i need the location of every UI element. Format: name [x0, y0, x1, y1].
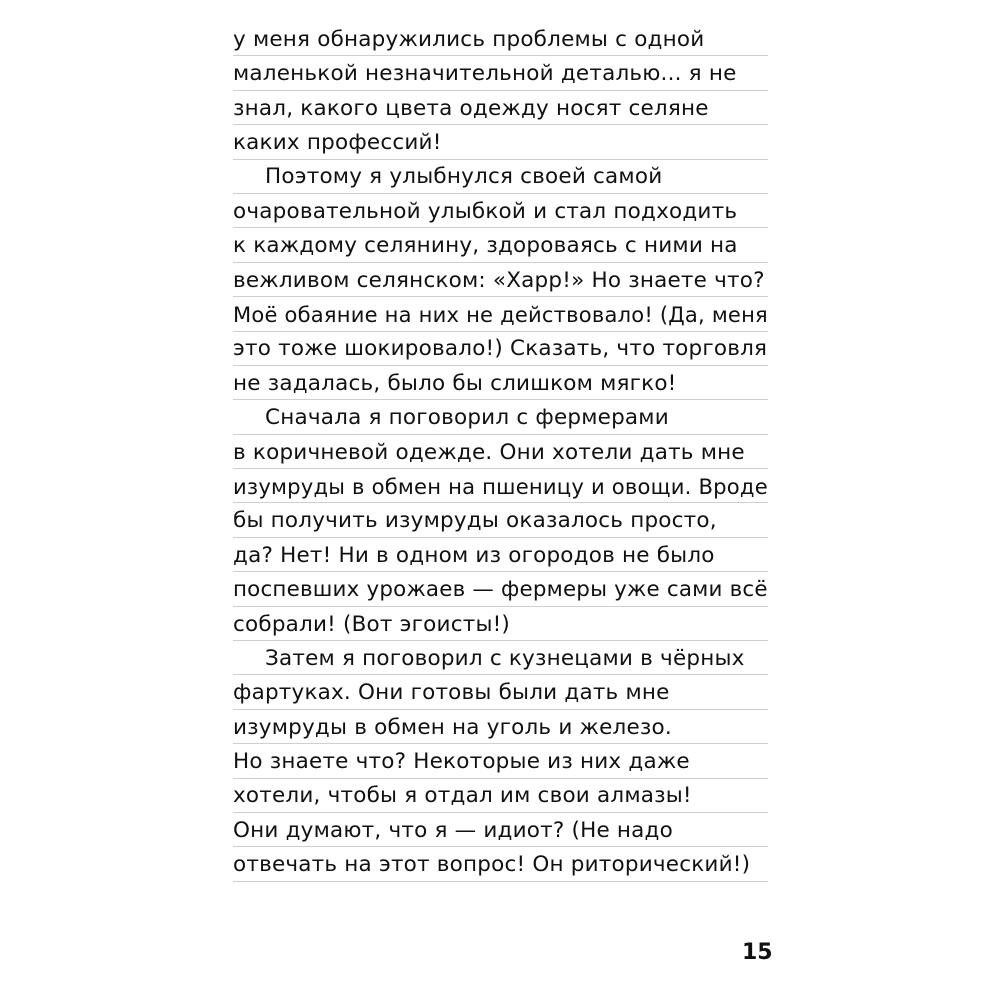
text-line-content: собрали! (Вот эгоисты!): [233, 611, 511, 637]
text-line-content: Поэтому я улыбнулся своей самой: [265, 164, 663, 190]
text-line: [233, 400, 768, 434]
text-line-content: не задалась, было бы слишком мягко!: [233, 370, 677, 396]
text-line: [233, 847, 768, 881]
text-line-content: у меня обнаружились проблемы с одной: [233, 26, 705, 52]
text-line-content: в коричневой одежде. Они хотели дать мне: [233, 439, 745, 465]
text-line-content: бы получить изумруды оказалось просто,: [233, 508, 717, 534]
text-line: [233, 503, 768, 537]
page-number: 15: [742, 940, 773, 965]
text-line-content: хотели, чтобы я отдал им свои алмазы!: [233, 783, 692, 809]
text-line: [233, 607, 768, 641]
text-line-content: Сначала я поговорил с фермерами: [265, 405, 669, 431]
text-line: [233, 469, 768, 503]
text-line: [233, 572, 768, 606]
text-line-content: это тоже шокировало!) Сказать, что торговля: [233, 336, 768, 362]
text-line: [233, 366, 768, 400]
text-line-content: изумруды в обмен на пшеницу и овощи. Вроде: [233, 474, 768, 500]
text-line: [233, 297, 768, 331]
text-line: [233, 744, 768, 778]
text-line: [233, 332, 768, 366]
text-line-content: отвечать на этот вопрос! Он риторический!): [233, 852, 751, 878]
text-line: [233, 813, 768, 847]
text-line-content: каких профессий!: [233, 130, 442, 156]
text-line: [233, 160, 768, 194]
text-line-content: очаровательной улыбкой и стал подходить: [233, 198, 738, 224]
text-line-content: знал, какого цвета одежду носят селяне: [233, 95, 709, 121]
text-line: [233, 641, 768, 675]
text-line-content: Но знаете что? Некоторые из них даже: [233, 749, 690, 775]
text-line: [233, 125, 768, 159]
text-line-content: к каждому селянину, здороваясь с ними на: [233, 233, 738, 259]
text-line-content: вежливом селянском: «Харр!» Но знаете что?: [233, 267, 765, 293]
text-line: [233, 435, 768, 469]
text-line-content: поспевших урожаев — фермеры уже сами всё: [233, 577, 768, 603]
text-line-content: Моё обаяние на них не действовало! (Да, меня: [233, 302, 768, 328]
text-line: [233, 263, 768, 297]
text-line: [233, 710, 768, 744]
text-line: [233, 56, 768, 90]
text-line-content: изумруды в обмен на уголь и железо.: [233, 714, 672, 740]
text-line-content: маленькой незначительной деталью... я не: [233, 61, 737, 87]
text-line: [233, 538, 768, 572]
text-line: [233, 22, 768, 56]
text-line-content: Они думают, что я — идиот? (Не надо: [233, 817, 673, 843]
text-line: [233, 675, 768, 709]
text-line: [233, 194, 768, 228]
text-line-content: фартуках. Они готовы были дать мне: [233, 680, 670, 706]
text-line-content: Затем я поговорил с кузнецами в чёрных: [265, 645, 745, 671]
text-line-content: да? Нет! Ни в одном из огородов не было: [233, 542, 715, 568]
text-line: [233, 779, 768, 813]
text-line: [233, 228, 768, 262]
text-line: [233, 91, 768, 125]
body-text: [233, 22, 768, 882]
